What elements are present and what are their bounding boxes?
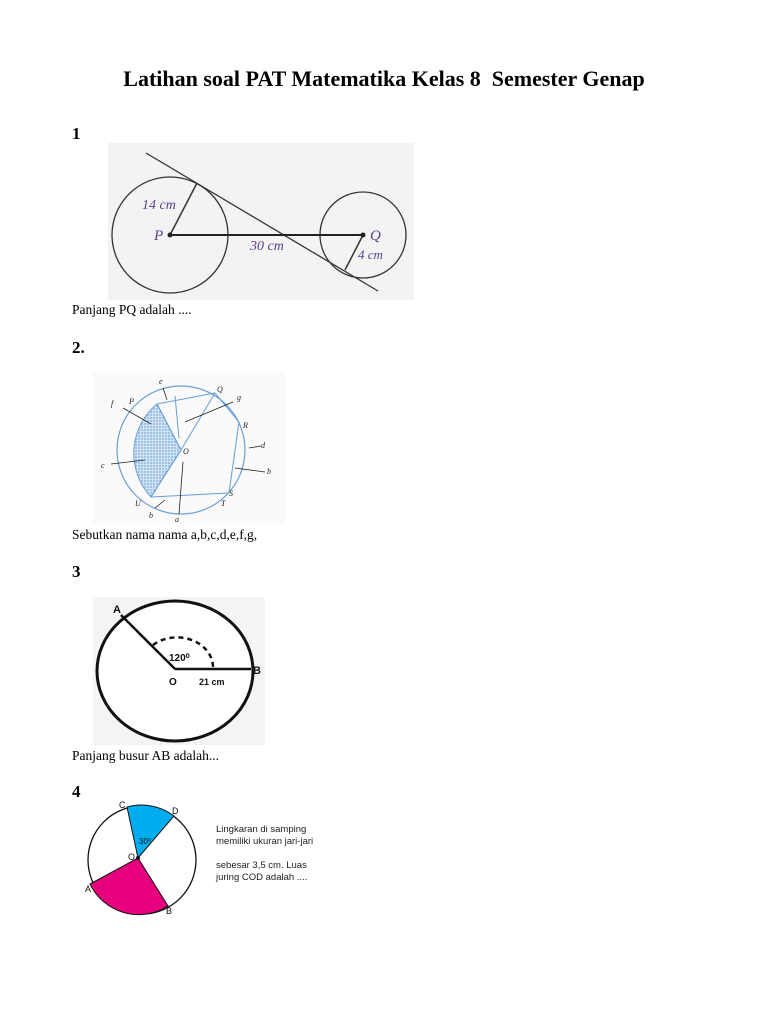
- question-2-text: Sebutkan nama nama a,b,c,d,e,f,g,: [72, 527, 258, 542]
- label-q: Q: [217, 385, 223, 394]
- label-a: A: [85, 884, 92, 894]
- label-b-right: b: [267, 467, 271, 476]
- label-radius-q: 4 cm: [358, 247, 383, 262]
- label-c: C: [119, 800, 126, 810]
- label-d: D: [172, 806, 179, 816]
- page-title: Latihan soal PAT Matematika Kelas 8 Semester Genap: [123, 66, 645, 91]
- label-b-bottom: b: [149, 511, 153, 520]
- note-line-2: sebesar 3,5 cm. Luas juring COD adalah ....: [216, 860, 308, 883]
- question-3-number: 3: [72, 562, 81, 581]
- label-b: B: [166, 906, 173, 916]
- note-line-1: Lingkaran di samping memiliki ukuran jari-jari: [216, 824, 314, 847]
- label-distance: 30 cm: [250, 239, 284, 254]
- label-e: e: [159, 377, 163, 386]
- question-1-text: Panjang PQ adalah ....: [72, 302, 192, 317]
- label-p: P: [154, 228, 164, 244]
- label-f: f: [111, 399, 114, 408]
- label-a: A: [113, 604, 121, 616]
- label-angle: 30⁰: [139, 837, 152, 846]
- question-3-text: Panjang busur AB adalah...: [72, 748, 219, 763]
- label-c: c: [101, 461, 105, 470]
- label-radius: 21 cm: [199, 677, 225, 687]
- sector-diagram: [82, 800, 212, 920]
- label-a: a: [175, 515, 179, 524]
- label-r: R: [243, 421, 248, 430]
- arc-diagram: [93, 597, 265, 745]
- label-g: g: [237, 393, 241, 402]
- tangent-circles-diagram: [108, 143, 414, 300]
- question-2-number: 2.: [72, 338, 85, 357]
- label-t: T: [221, 499, 226, 508]
- main-circle: [97, 601, 253, 741]
- question-1-figure: [108, 143, 414, 300]
- label-p: P: [129, 397, 134, 406]
- circle-parts-diagram: [93, 372, 285, 524]
- label-s: S: [229, 489, 233, 498]
- question-3-figure: [93, 597, 265, 745]
- label-q: Q: [370, 228, 381, 244]
- label-angle: 120⁰: [169, 653, 190, 664]
- label-u: U: [135, 499, 141, 508]
- question-4-figure: [82, 800, 212, 920]
- label-o: O: [183, 447, 189, 456]
- question-2-figure: [93, 372, 285, 524]
- label-o: O: [128, 852, 136, 862]
- question-1-number: 1: [72, 124, 81, 143]
- label-radius-p: 14 cm: [142, 198, 176, 213]
- label-o: O: [169, 677, 177, 688]
- label-b: B: [253, 665, 261, 677]
- question-4-note: [216, 824, 328, 896]
- label-d: d: [261, 441, 265, 450]
- question-4-number: 4: [72, 782, 81, 801]
